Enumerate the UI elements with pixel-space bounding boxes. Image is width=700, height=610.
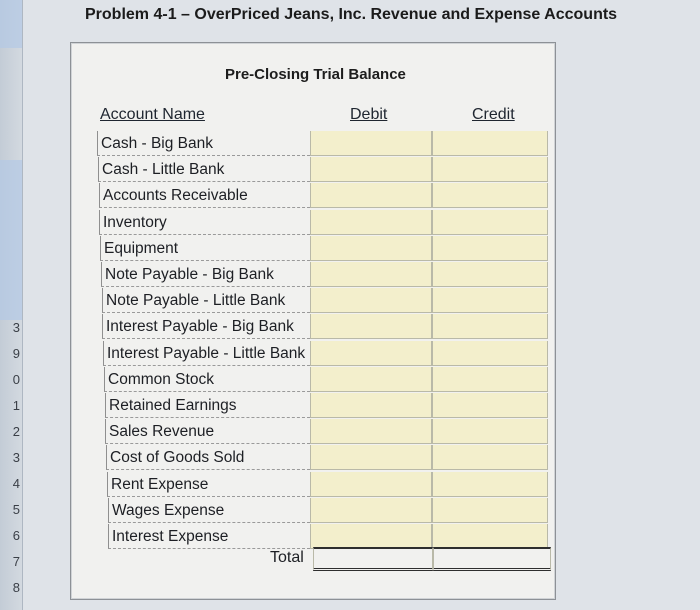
row-number: 9 [12, 346, 20, 361]
debit-input[interactable] [311, 419, 431, 443]
credit-input[interactable] [433, 445, 547, 469]
credit-cell[interactable] [432, 393, 548, 418]
credit-cell[interactable] [432, 472, 548, 497]
debit-input[interactable] [311, 210, 431, 234]
account-name-header: Account Name [100, 106, 205, 123]
debit-input[interactable] [311, 262, 431, 286]
debit-input[interactable] [311, 183, 431, 207]
credit-cell[interactable] [432, 445, 548, 470]
credit-cell[interactable] [432, 157, 548, 182]
debit-input[interactable] [311, 367, 431, 391]
trial-balance-row [0, 210, 700, 235]
credit-input[interactable] [433, 393, 547, 417]
debit-input[interactable] [311, 393, 431, 417]
credit-cell[interactable] [432, 524, 548, 549]
debit-cell[interactable] [310, 367, 432, 392]
debit-cell[interactable] [310, 472, 432, 497]
account-name-cell: Retained Earnings [105, 393, 310, 418]
debit-cell[interactable] [310, 288, 432, 313]
trial-balance-row [0, 314, 700, 339]
credit-input[interactable] [433, 419, 547, 443]
credit-input[interactable] [433, 183, 547, 207]
row-number: 0 [12, 372, 20, 387]
debit-cell[interactable] [310, 498, 432, 523]
trial-balance-row [0, 183, 700, 208]
account-name-cell: Note Payable - Big Bank [101, 262, 310, 287]
trial-balance-title: Pre-Closing Trial Balance [225, 66, 406, 83]
credit-input[interactable] [433, 341, 547, 365]
trial-balance-row [0, 445, 700, 470]
total-label: Total [270, 549, 304, 566]
debit-cell[interactable] [310, 131, 432, 156]
debit-input[interactable] [311, 524, 431, 548]
credit-input[interactable] [433, 288, 547, 312]
credit-cell[interactable] [432, 367, 548, 392]
account-name-cell: Inventory [99, 210, 310, 235]
row-number: 6 [12, 528, 20, 543]
debit-total-cell[interactable] [313, 547, 433, 571]
debit-input[interactable] [311, 472, 431, 496]
selected-rows-band [0, 0, 22, 48]
credit-input[interactable] [433, 367, 547, 391]
account-name-cell: Cash - Little Bank [98, 157, 310, 182]
credit-input[interactable] [433, 524, 547, 548]
row-number: 8 [12, 580, 20, 595]
debit-cell[interactable] [310, 314, 432, 339]
debit-input[interactable] [311, 236, 431, 260]
credit-input[interactable] [433, 210, 547, 234]
debit-cell[interactable] [310, 524, 432, 549]
debit-input[interactable] [311, 341, 431, 365]
debit-total-input[interactable] [314, 549, 432, 568]
debit-cell[interactable] [310, 210, 432, 235]
account-name-cell: Accounts Receivable [99, 183, 310, 208]
credit-total-cell[interactable] [433, 547, 551, 571]
row-number: 7 [12, 554, 20, 569]
trial-balance-row [0, 131, 700, 156]
account-name-cell: Interest Expense [108, 524, 310, 549]
debit-cell[interactable] [310, 183, 432, 208]
debit-cell[interactable] [310, 445, 432, 470]
account-name-cell: Interest Payable - Big Bank [102, 314, 310, 339]
trial-balance-row [0, 419, 700, 444]
debit-cell[interactable] [310, 157, 432, 182]
credit-cell[interactable] [432, 341, 548, 366]
credit-cell[interactable] [432, 498, 548, 523]
trial-balance-row [0, 341, 700, 366]
trial-balance-row [0, 524, 700, 549]
debit-cell[interactable] [310, 262, 432, 287]
credit-cell[interactable] [432, 288, 548, 313]
credit-cell[interactable] [432, 314, 548, 339]
credit-input[interactable] [433, 236, 547, 260]
credit-cell[interactable] [432, 419, 548, 444]
debit-cell[interactable] [310, 341, 432, 366]
credit-header: Credit [472, 106, 515, 123]
credit-input[interactable] [433, 157, 547, 181]
credit-cell[interactable] [432, 262, 548, 287]
debit-header: Debit [350, 106, 388, 123]
credit-cell[interactable] [432, 183, 548, 208]
debit-cell[interactable] [310, 419, 432, 444]
account-name-cell: Common Stock [104, 367, 310, 392]
account-name-cell: Cost of Goods Sold [106, 445, 310, 470]
trial-balance-row [0, 157, 700, 182]
credit-input[interactable] [433, 314, 547, 338]
account-name-cell: Equipment [100, 236, 310, 261]
credit-cell[interactable] [432, 131, 548, 156]
row-number: 2 [12, 424, 20, 439]
credit-total-input[interactable] [434, 549, 550, 568]
credit-input[interactable] [433, 262, 547, 286]
row-number: 3 [12, 320, 20, 335]
debit-input[interactable] [311, 314, 431, 338]
debit-cell[interactable] [310, 393, 432, 418]
trial-balance-row [0, 367, 700, 392]
row-number: 3 [12, 450, 20, 465]
debit-input[interactable] [311, 445, 431, 469]
credit-cell[interactable] [432, 210, 548, 235]
account-name-cell: Wages Expense [108, 498, 310, 523]
row-number: 5 [12, 502, 20, 517]
account-name-cell: Rent Expense [107, 472, 310, 497]
debit-input[interactable] [311, 288, 431, 312]
row-number: 4 [12, 476, 20, 491]
account-name-cell: Interest Payable - Little Bank [103, 341, 310, 366]
trial-balance-row [0, 472, 700, 497]
account-name-cell: Note Payable - Little Bank [102, 288, 310, 313]
credit-input[interactable] [433, 472, 547, 496]
account-name-cell: Sales Revenue [105, 419, 310, 444]
trial-balance-row [0, 262, 700, 287]
debit-input[interactable] [311, 157, 431, 181]
credit-input[interactable] [433, 498, 547, 522]
trial-balance-row [0, 393, 700, 418]
row-number: 1 [12, 398, 20, 413]
account-name-cell: Cash - Big Bank [97, 131, 310, 156]
credit-cell[interactable] [432, 236, 548, 261]
debit-input[interactable] [311, 131, 431, 155]
debit-input[interactable] [311, 498, 431, 522]
trial-balance-row [0, 288, 700, 313]
debit-cell[interactable] [310, 236, 432, 261]
credit-input[interactable] [433, 131, 547, 155]
trial-balance-row [0, 498, 700, 523]
trial-balance-row [0, 236, 700, 261]
problem-title: Problem 4-1 – OverPriced Jeans, Inc. Revenue and Expense Accounts [85, 6, 618, 23]
